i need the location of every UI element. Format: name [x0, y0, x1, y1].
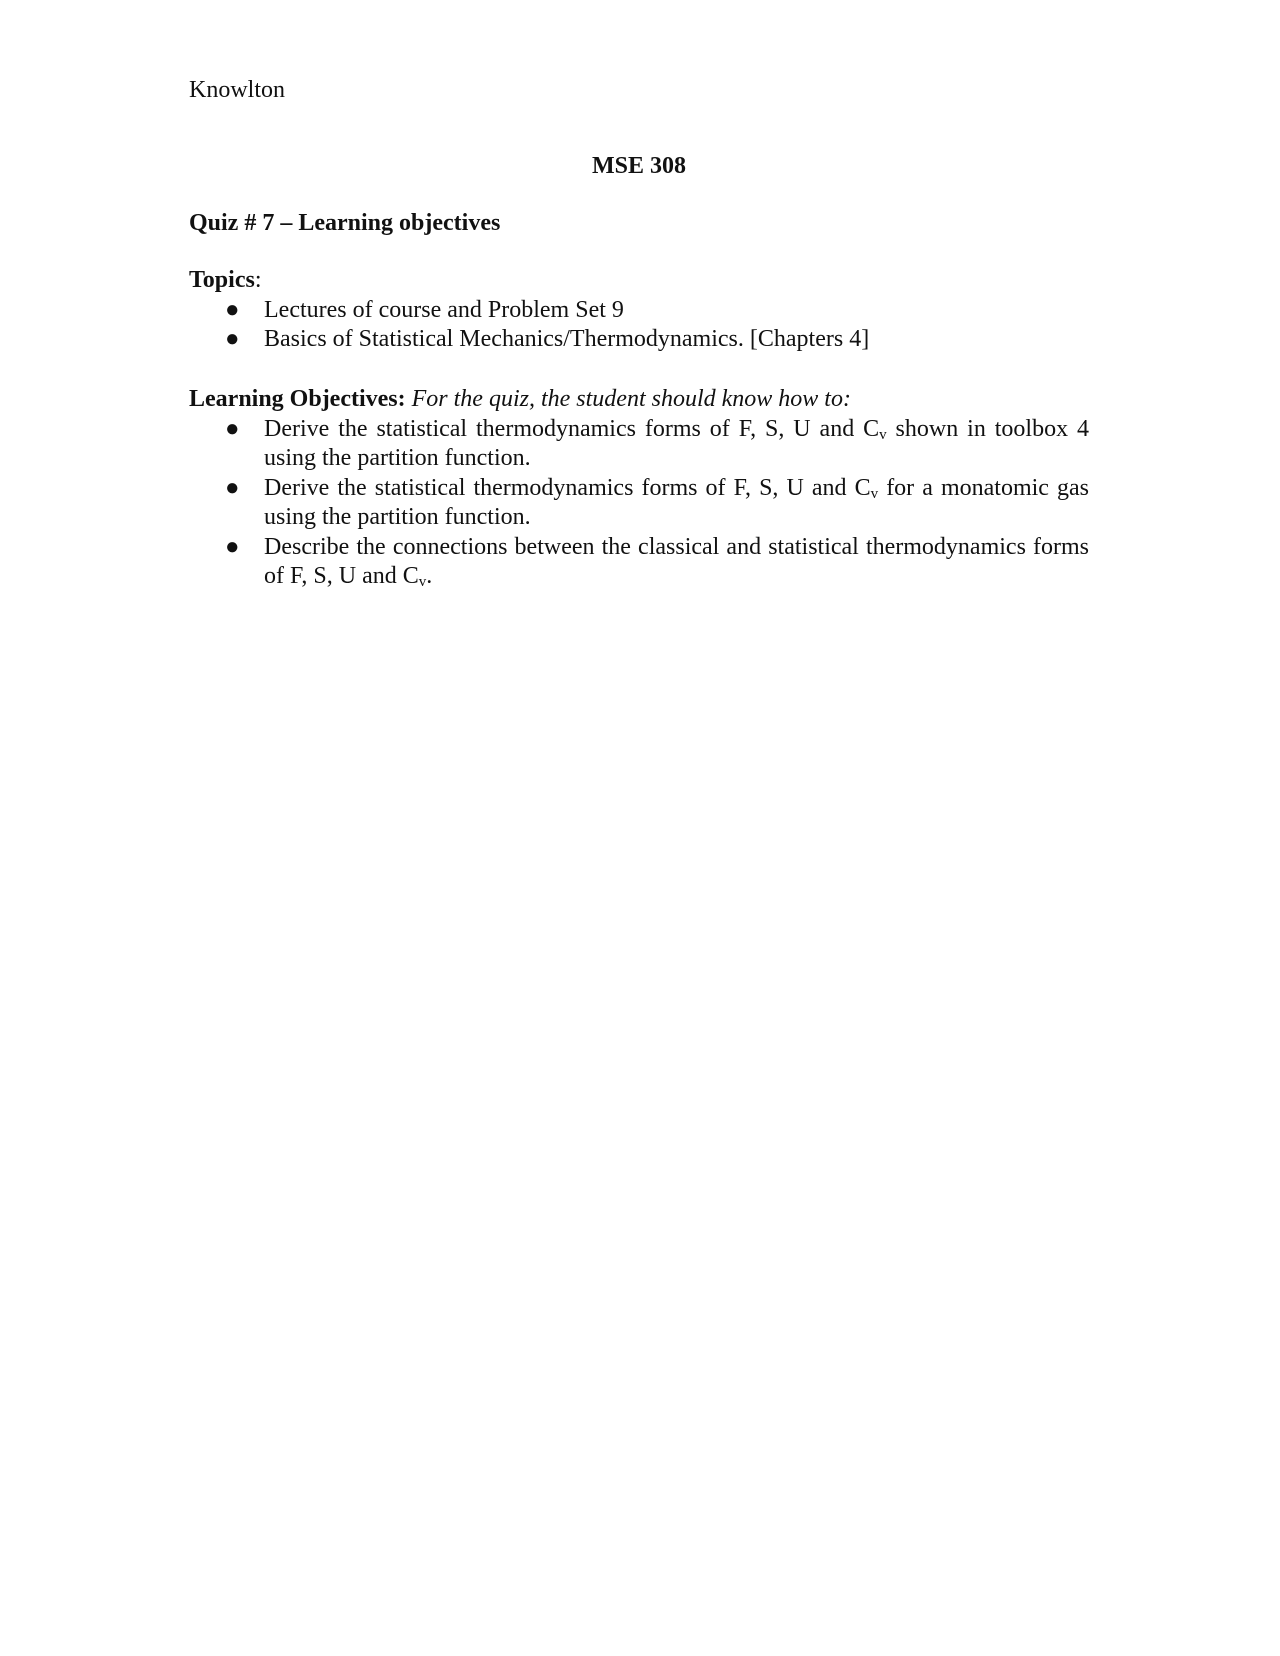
- topic-item: [189, 296, 1089, 325]
- objective-item: [189, 415, 1089, 473]
- quiz-title: Quiz # 7 – Learning objectives: [189, 210, 501, 236]
- bullet-icon: ●: [225, 475, 240, 501]
- bullet-icon: ●: [225, 297, 240, 323]
- topics-list: [189, 296, 1089, 354]
- bullet-icon: ●: [225, 534, 240, 560]
- objective-subscript: v: [879, 427, 887, 443]
- author-name: Knowlton: [189, 77, 285, 103]
- topics-label: Topics: [189, 267, 255, 293]
- topic-text: Basics of Statistical Mechanics/Thermodynamics. [Chapters 4]: [264, 326, 870, 352]
- objective-subscript: v: [418, 574, 427, 590]
- objective-text-end: .: [426, 563, 433, 589]
- objectives-heading: [189, 385, 851, 413]
- objective-text-end: shown in toolbox 4 using the partition function.: [264, 416, 1089, 471]
- objective-text-start: Derive the statistical thermodynamics forms of F, S, U and C: [264, 416, 880, 442]
- topic-item: [189, 325, 1089, 354]
- bullet-icon: ●: [225, 416, 240, 442]
- objectives-label: Learning Objectives:: [189, 386, 406, 412]
- objective-subscript: v: [870, 486, 879, 502]
- course-title: MSE 308: [591, 153, 686, 179]
- objective-item: [189, 533, 1089, 591]
- topics-heading: [189, 266, 261, 294]
- topic-text: Lectures of course and Problem Set 9: [264, 297, 624, 323]
- objective-text-start: Describe the connections between the classical and statistical thermodynamics forms of F, S, U and C: [264, 534, 1089, 589]
- objective-item: [189, 474, 1089, 532]
- bullet-icon: ●: [225, 326, 240, 352]
- objective-text-start: Derive the statistical thermodynamics forms of F, S, U and C: [264, 475, 871, 501]
- objective-text-end: for a monatomic gas using the partition function.: [264, 475, 1089, 530]
- objectives-list: [189, 415, 1089, 592]
- objectives-intro: For the quiz, the student should know how to:: [411, 386, 851, 412]
- topics-colon: :: [254, 267, 262, 293]
